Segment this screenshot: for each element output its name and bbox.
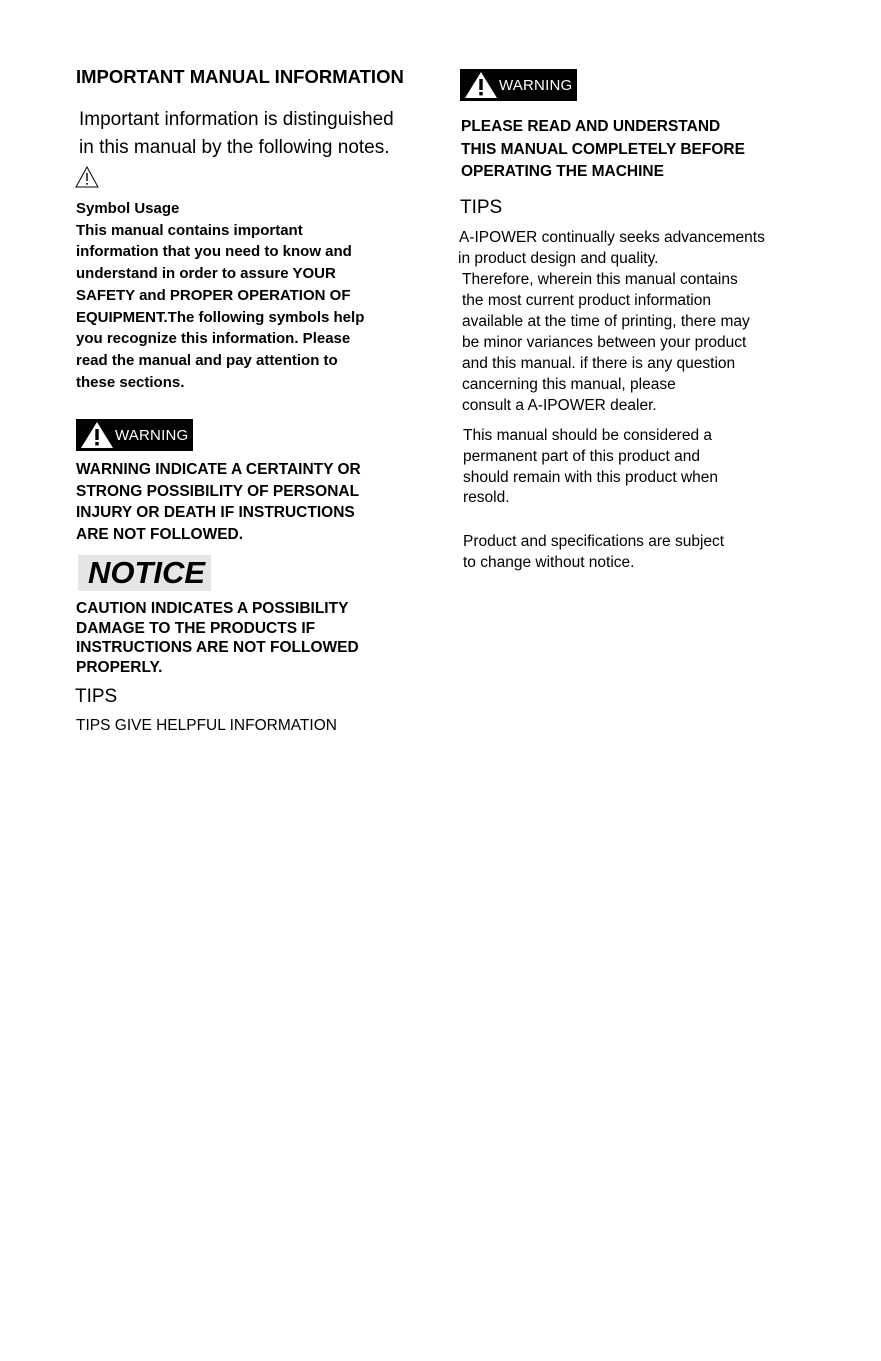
notice-description [76,599,359,677]
tips-line: cancerning this manual, please [462,376,676,393]
warning-line: INJURY OR DEATH IF INSTRUCTIONS [76,504,355,521]
page-heading: IMPORTANT MANUAL INFORMATION [76,66,404,87]
tips-line: and this manual. if there is any question [462,355,736,372]
warning-triangle-icon [80,421,114,449]
symbol-usage-line: understand in order to assure YOUR [76,265,336,283]
symbol-usage-line: information that you need to know and [76,243,352,261]
spec-line: to change without notice. [463,554,635,571]
symbol-usage-line: read the manual and pay attention to [76,351,338,369]
read-line: OPERATING THE MACHINE [461,163,664,180]
symbol-usage-line: these sections. [76,373,185,391]
symbol-usage-title: Symbol Usage [76,200,180,217]
warning-description [76,459,361,545]
read-line: PLEASE READ AND UNDERSTAND [461,118,721,135]
tips-line: consult a A-IPOWER dealer. [462,397,657,414]
notice-line: INSTRUCTIONS ARE NOT FOLLOWED [76,639,359,656]
tips-heading-right: TIPS [460,197,503,218]
permanent-part-paragraph [463,426,718,509]
tips-heading: TIPS [75,686,118,707]
tips-paragraph [459,227,765,416]
intro-line: Important information is distinguished [79,109,394,130]
caution-triangle-icon [75,166,99,193]
tips-line: available at the time of printing, there may [462,313,750,330]
warning-label-box-right [460,69,577,101]
symbol-usage-section [76,198,364,393]
tips-line: be minor variances between your product [462,334,747,351]
warning-label: WARNING [499,76,573,94]
warning-line: WARNING INDICATE A CERTAINTY OR [76,461,361,478]
tips-line: in product design and quality. [458,250,659,267]
warning-triangle-icon [464,71,498,99]
read-line: THIS MANUAL COMPLETELY BEFORE [461,140,745,158]
warning-label-box [76,419,193,451]
read-manual-warning [461,116,745,184]
intro-line: in this manual by the following notes. [79,137,390,158]
spec-line: Product and specifications are subject [463,533,725,550]
permanent-line: permanent part of this product and [463,447,700,465]
warning-label: WARNING [115,426,189,444]
symbol-usage-line: EQUIPMENT.The following symbols help [76,308,365,326]
warning-line: ARE NOT FOLLOWED. [76,525,244,543]
notice-label: NOTICE [78,555,211,591]
permanent-line: should remain with this product when [463,468,719,486]
tips-line: A-IPOWER continually seeks advancements [459,229,765,246]
specifications-paragraph [463,531,724,573]
intro-paragraph [79,106,394,162]
warning-line: STRONG POSSIBILITY OF PERSONAL [76,482,360,500]
permanent-line: resold. [463,489,510,507]
tips-text: TIPS GIVE HELPFUL INFORMATION [76,717,337,734]
notice-line: PROPERLY. [76,658,163,676]
symbol-usage-line: SAFETY and PROPER OPERATION OF [76,286,351,304]
symbol-usage-line: you recognize this information. Please [76,330,351,348]
notice-line: CAUTION INDICATES A POSSIBILITY [76,600,349,617]
tips-line: Therefore, wherein this manual contains [462,271,738,288]
symbol-usage-line: This manual contains important [76,221,303,239]
tips-line: the most current product information [462,292,711,309]
permanent-line: This manual should be considered a [463,427,713,444]
notice-line: DAMAGE TO THE PRODUCTS IF [76,619,316,637]
